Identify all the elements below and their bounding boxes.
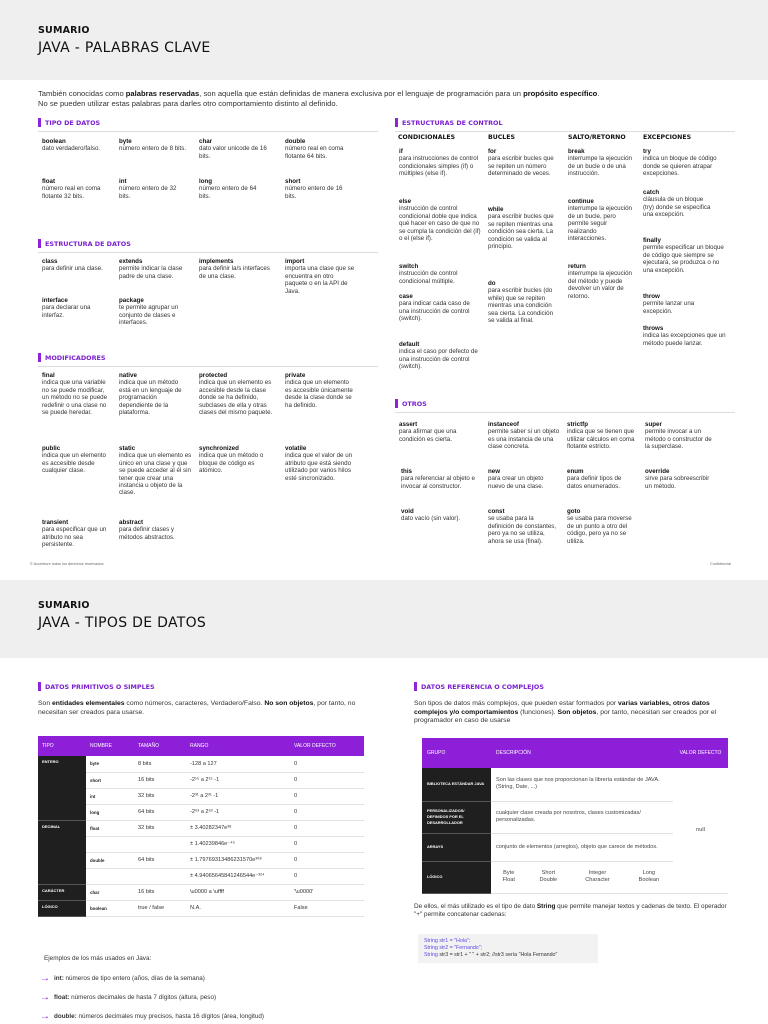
- type-range: ± 4.94065645841246544e⁻³²⁴: [186, 868, 290, 884]
- code-line: String str1 = "Hola";: [424, 938, 471, 944]
- group-cell: LÓGICO: [422, 861, 491, 893]
- arrow-right-icon: →: [40, 1011, 50, 1022]
- keyword-item: implements para definir la/s interfaces de una clase.: [199, 258, 270, 280]
- keyword-item: new para crear un objeto nuevo de una clase.: [488, 468, 544, 490]
- keyword-item: const se usaba para la definición de constantes, pero ya no se utiliza, ahora se usa (final).: [488, 508, 557, 545]
- table-row: [38, 900, 364, 916]
- type-name: boolean: [86, 900, 134, 916]
- wrapper-cell: Short Double: [526, 861, 570, 893]
- referencia-heading: DATOS REFERENCIA O COMPLEJOS: [414, 682, 544, 691]
- col-header: TIPO: [38, 736, 86, 756]
- primitive-types-table: [38, 736, 364, 917]
- col-header: VALOR DEFECTO: [673, 738, 728, 768]
- string-explanation: De ellos, el más utilizado es el tipo de dato String que permite manejar textos y cadenas de texto. El operador "+" permite concatenar cadenas:: [414, 903, 727, 919]
- code-line: String str3 = str1 + " " + str2; //str3 sería "Hola Fernando": [424, 952, 558, 958]
- keyword-item: try indica un bloque de código donde se quieren atrapar excepciones.: [643, 148, 717, 178]
- column-header: BUCLES: [488, 134, 515, 141]
- type-default: 0: [290, 868, 364, 884]
- type-range: -128 a 127: [186, 756, 290, 772]
- page1-title: JAVA - PALABRAS CLAVE: [38, 40, 211, 56]
- wrapper-cell: Long Boolean: [625, 861, 673, 893]
- type-size: [134, 836, 186, 852]
- group-cell: PERSONALIZADOS/ DEFINIDOS POR EL DESARROLLADOR: [422, 801, 491, 833]
- type-name: [86, 836, 134, 852]
- type-range: -2⁶³ a 2⁶³ -1: [186, 804, 290, 820]
- keyword-item: static indica que un elemento es único en una clase y que se puede acceder al él sin tener que crear una instancia u objeto de la clase.: [119, 445, 192, 497]
- wrapper-cell: Byte Float: [491, 861, 526, 893]
- keyword-item: transient para especificar que un atributo no sea persistente.: [42, 519, 107, 549]
- group-cell: ENTERO: [38, 756, 86, 820]
- otros-heading: OTROS: [395, 399, 427, 408]
- type-default: 0: [290, 836, 364, 852]
- keyword-item: float número real en coma flotante 32 bits.: [42, 178, 101, 200]
- type-size: 32 bits: [134, 788, 186, 804]
- page2-title: JAVA - TIPOS DE DATOS: [38, 615, 207, 631]
- keyword-item: while para escribir bucles que se repiten mientras una condición sea cierta. La condición se valida al principio.: [488, 206, 554, 251]
- table-row: [38, 868, 364, 884]
- type-default: 0: [290, 820, 364, 836]
- primitivos-intro: Son entidades elementales como números, caracteres, Verdadero/Falso. No son objetos, por tanto, no necesitan ser creados para usarse.: [38, 700, 356, 716]
- description-cell: conjunto de elementos (arreglos), objeto que carece de métodos.: [491, 833, 673, 861]
- keyword-item: assert para afirmar que una condición es cierta.: [399, 421, 457, 443]
- type-size: 16 bits: [134, 884, 186, 900]
- keyword-item: return interrumpe la ejecución del método y puede devolver un valor de retorno.: [568, 263, 632, 300]
- keyword-item: super permite invocar a un método o constructor de la superclase.: [645, 421, 712, 451]
- column-header: EXCEPCIONES: [643, 134, 692, 141]
- keyword-item: instanceof permite saber si un objeto es una instancia de una clase concreta.: [488, 421, 560, 451]
- type-default: 0: [290, 756, 364, 772]
- keyword-item: continue interrumpe la ejecución de un bucle, pero permite seguir realizando interacciones.: [568, 198, 632, 243]
- keyword-item: switch instrucción de control condicional múltiple.: [399, 263, 458, 285]
- type-range: ± 3.40282347e³⁸: [186, 820, 290, 836]
- example-item: → float: números decimales de hasta 7 dígitos (altura, peso): [40, 992, 217, 1003]
- type-default: 0: [290, 772, 364, 788]
- keyword-item: override sirve para sobreescribir un método.: [645, 468, 710, 490]
- type-range: \u0000 a \uffff: [186, 884, 290, 900]
- reference-types-table: [422, 738, 728, 894]
- estructuras-control-heading: ESTRUCTURAS DE CONTROL: [395, 118, 503, 127]
- page1-header: [0, 0, 768, 80]
- divider: [395, 412, 735, 413]
- page1-intro: También conocidas como palabras reservadas, son aquella que están definidas de manera exclusiva por el lenguaje de programación para un propósito específico. No se pueden utilizar estas palabras para darles otro comportamiento distinto al definido.: [38, 89, 600, 108]
- example-item: → double: números decimales muy precisos, hasta 16 dígitos (área, longitud): [40, 1011, 264, 1022]
- code-line: String str2 = "Fernando";: [424, 945, 483, 951]
- table-row: [38, 820, 364, 836]
- divider: [38, 366, 378, 367]
- page1-summary-label: SUMARIO: [38, 25, 90, 36]
- type-range: N.A.: [186, 900, 290, 916]
- type-name: [86, 868, 134, 884]
- table-row: [38, 852, 364, 868]
- keyword-item: if para instrucciones de control condicionales simples (if) o múltiples (else if).: [399, 148, 479, 178]
- keyword-item: long número entero de 64 bits.: [199, 178, 257, 200]
- keyword-item: this para referenciar al objeto e invocar al constructor.: [401, 468, 475, 490]
- type-name: byte: [86, 756, 134, 772]
- type-default: 0: [290, 804, 364, 820]
- keyword-item: byte número entero de 8 bits.: [119, 138, 187, 153]
- wrapper-cell: Integer Character: [570, 861, 625, 893]
- group-cell: ARRAYS: [422, 833, 491, 861]
- col-header: TAMAÑO: [134, 736, 186, 756]
- type-size: 8 bits: [134, 756, 186, 772]
- type-size: [134, 868, 186, 884]
- type-name: float: [86, 820, 134, 836]
- keyword-item: catch cláusula de un bloque (try) donde se especifica una excepción.: [643, 189, 711, 219]
- keyword-item: interface para declarar una interfaz.: [42, 297, 91, 319]
- keyword-item: volatile indica que el valor de un atributo que está siendo utilizado por varios hilos esté sincronizado.: [285, 445, 353, 482]
- type-name: int: [86, 788, 134, 804]
- keyword-item: do para escribir bucles (do while) que se repiten mientras una condición sea cierta. La condición se valida al final.: [488, 280, 554, 325]
- keyword-item: throw permite lanzar una excepción.: [643, 293, 695, 315]
- keyword-item: finally permite especificar un bloque de código que siempre se ejecutará, se produzca o no una excepción.: [643, 237, 724, 274]
- type-default: 0: [290, 788, 364, 804]
- table-row: [38, 788, 364, 804]
- type-size: 64 bits: [134, 852, 186, 868]
- type-range: ± 1.79769313486231570e³⁰⁸: [186, 852, 290, 868]
- group-cell: BIBLIOTECA ESTÁNDAR JAVA: [422, 768, 491, 801]
- keyword-item: final indica que una variable no se puede modificar, un método no se puede redefinir o una clase no se puede heredar.: [42, 372, 108, 417]
- table-row: [38, 804, 364, 820]
- type-range: ± 1.40239846e⁻⁴⁵: [186, 836, 290, 852]
- divider: [38, 252, 378, 253]
- example-item: → int: números de tipo entero (años, días de la semana): [40, 973, 205, 984]
- footer-copyright: © Accenture todos los derechos reservados: [30, 562, 104, 566]
- table-row: [38, 756, 364, 772]
- type-name: double: [86, 852, 134, 868]
- table-row: [38, 884, 364, 900]
- divider: [395, 131, 735, 132]
- keyword-item: goto se usaba para moverse de un punto a otro del código, pero ya no se utiliza.: [567, 508, 632, 545]
- type-name: char: [86, 884, 134, 900]
- type-default: 0: [290, 852, 364, 868]
- referencia-intro: Son tipos de datos más complejos, que pueden estar formados por varias variables, otros datos complejos y/o comportamientos (funciones). Son objetos, por tanto, necesitan ser creados por el programador en caso de usarse: [414, 700, 717, 725]
- keyword-item: for para escribir bucles que se repiten un número determinado de veces.: [488, 148, 554, 178]
- group-cell: DECIMAL: [38, 820, 86, 884]
- keyword-item: package te permite agrupar un conjunto de clases e interfaces.: [119, 297, 179, 327]
- divider: [38, 131, 378, 132]
- keyword-item: case para indicar cada caso de una instrucción de control (switch).: [399, 293, 470, 323]
- footer-confidential: Confidencial: [710, 562, 731, 566]
- keyword-item: private indica que un elemento es accesible únicamente desde la clase donde se ha definido.: [285, 372, 353, 409]
- keyword-item: import importa una clase que se encuentra en otro paquete o en la API de Java.: [285, 258, 355, 295]
- default-value-cell: null: [673, 768, 728, 893]
- keyword-item: break interrumpe la ejecución de un bucle o de una instrucción.: [568, 148, 632, 178]
- col-header: NOMBRE: [86, 736, 134, 756]
- type-name: long: [86, 804, 134, 820]
- type-size: 32 bits: [134, 820, 186, 836]
- keyword-item: abstract para definir clases y métodos abstractos.: [119, 519, 175, 541]
- keyword-item: short número entero de 16 bits.: [285, 178, 343, 200]
- primitivos-heading: DATOS PRIMITIVOS O SIMPLES: [38, 682, 155, 691]
- keyword-item: char dato valor unicode de 16 bits.: [199, 138, 267, 160]
- examples-title: Ejemplos de los más usados en Java:: [44, 955, 152, 962]
- keyword-item: native indica que un método está en un lenguaje de programación dependiente de la plataforma.: [119, 372, 182, 417]
- col-header: VALOR DEFECTO: [290, 736, 364, 756]
- keyword-item: enum para definir tipos de datos enumerados.: [567, 468, 622, 490]
- col-header: DESCRIPCIÓN: [491, 738, 673, 768]
- group-cell: CARÁCTER: [38, 884, 86, 900]
- keyword-item: boolean dato verdadero/falso.: [42, 138, 101, 153]
- type-size: 64 bits: [134, 804, 186, 820]
- arrow-right-icon: →: [40, 992, 50, 1003]
- type-range: -2¹⁵ a 2¹⁵ -1: [186, 772, 290, 788]
- keyword-item: throws indica las excepciones que un método puede lanzar.: [643, 325, 726, 347]
- keyword-item: class para definir una clase.: [42, 258, 103, 273]
- page2-summary-label: SUMARIO: [38, 600, 90, 611]
- keyword-item: strictfp indica que se tienen que utilizar cálculos en coma flotante estricto.: [567, 421, 635, 451]
- type-default: False: [290, 900, 364, 916]
- column-header: SALTO/RETORNO: [568, 134, 626, 141]
- type-size: 16 bits: [134, 772, 186, 788]
- page2-header: [0, 580, 768, 658]
- tipo-datos-heading: TIPO DE DATOS: [38, 118, 100, 127]
- col-header: GRUPO: [422, 738, 491, 768]
- keyword-item: protected indica que un elemento es accesible desde la clase donde se ha definido, subclases de ella y otras clases del mismo paquete.: [199, 372, 273, 417]
- table-row: [38, 836, 364, 852]
- code-example: [418, 934, 598, 963]
- arrow-right-icon: →: [40, 973, 50, 984]
- type-size: true / false: [134, 900, 186, 916]
- keyword-item: void dato vacío (sin valor).: [401, 508, 461, 523]
- keyword-item: extends permite indicar la clase padre de una clase.: [119, 258, 183, 280]
- table-row: [38, 772, 364, 788]
- keyword-item: public indica que un elemento es accesible desde cualquier clase.: [42, 445, 106, 475]
- type-name: short: [86, 772, 134, 788]
- group-cell: LÓGICO: [38, 900, 86, 916]
- keyword-item: double número real en coma flotante 64 bits.: [285, 138, 344, 160]
- keyword-item: else instrucción de control condicional doble que indica qué hacer en caso de que no se cumpla la condición del (if) o el (else if).: [399, 198, 481, 243]
- description-cell: cualquier clase creada por nosotros, clases customizadas/ personalizadas.: [491, 801, 673, 833]
- estructura-datos-heading: ESTRUCTURA DE DATOS: [38, 239, 131, 248]
- table-row: [422, 768, 728, 801]
- keyword-item: int número entero de 32 bits.: [119, 178, 177, 200]
- column-header: CONDICIONALES: [398, 134, 456, 141]
- type-range: -2³¹ a 2³¹ -1: [186, 788, 290, 804]
- keyword-item: synchronized indica que un método o bloque de código es atómico.: [199, 445, 264, 475]
- col-header: RANGO: [186, 736, 290, 756]
- type-default: '\u0000': [290, 884, 364, 900]
- keyword-item: default indica el caso por defecto de una instrucción de control (switch).: [399, 341, 478, 371]
- modificadores-heading: MODIFICADORES: [38, 353, 105, 362]
- description-cell: Son las clases que nos proporcionan la librería estándar de JAVA. (String, Date, ...): [491, 768, 673, 801]
